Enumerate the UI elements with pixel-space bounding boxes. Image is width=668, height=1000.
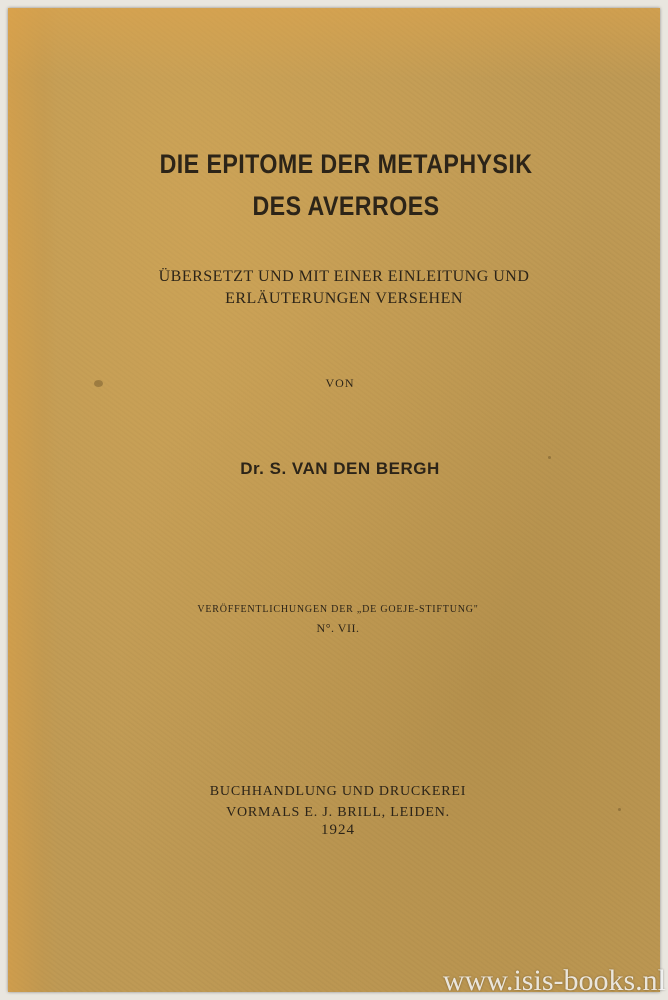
- book-cover: [8, 8, 660, 992]
- book-title: [66, 143, 627, 227]
- title-line-2: DES AVERROES: [252, 191, 440, 221]
- publisher: [12, 781, 660, 823]
- series-number: N°. VII.: [316, 621, 360, 635]
- cover-top-fade: [8, 8, 660, 78]
- cover-spine-fade: [8, 8, 58, 992]
- publication-year: 1924: [321, 822, 355, 838]
- by-label: VON: [325, 376, 355, 390]
- watermark: www.isis-books.nl: [442, 964, 666, 997]
- title-line-1: DIE EPITOME DER METAPHYSIK: [159, 149, 533, 179]
- publisher-line-1: BUCHHANDLUNG UND DRUCKEREI: [209, 784, 467, 799]
- publisher-line-2: VORMALS E. J. BRILL, LEIDEN.: [226, 805, 450, 820]
- book-subtitle: [18, 266, 660, 310]
- series-name: VERÖFFENTLICHUNGEN DER „DE GOEJE-STIFTUNG": [197, 604, 479, 615]
- subtitle-line-2: ERLÄUTERUNGEN VERSEHEN: [225, 290, 463, 307]
- author-name: Dr. S. VAN DEN BERGH: [240, 459, 440, 478]
- subtitle-line-1: ÜBERSETZT UND MIT EINER EINLEITUNG UND: [158, 268, 530, 285]
